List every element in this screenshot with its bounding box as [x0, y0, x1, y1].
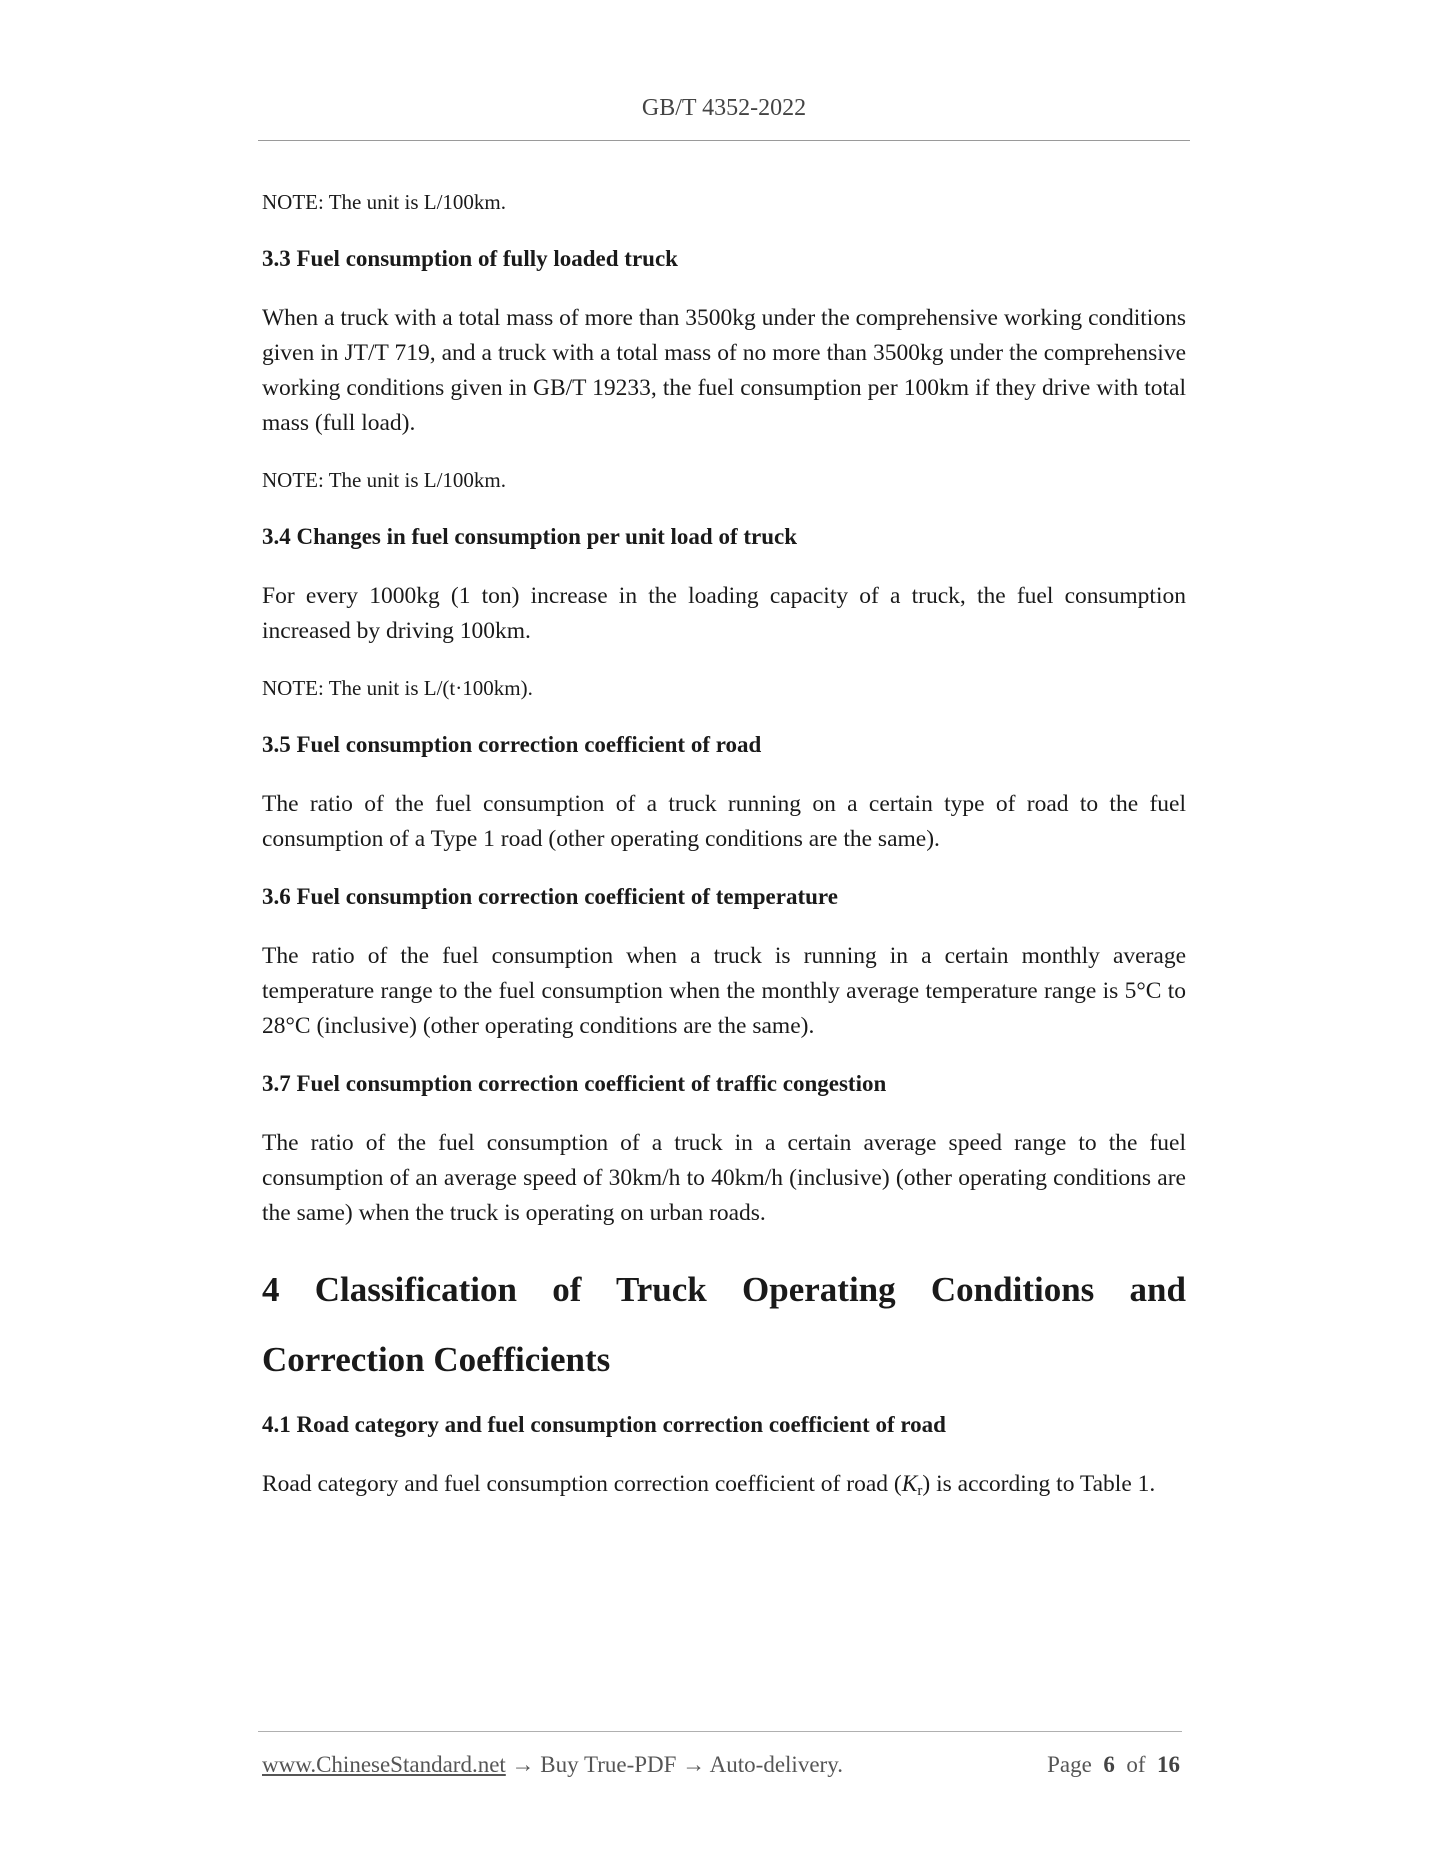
section-4-1-heading: 4.1 Road category and fuel consumption correction coefficient of road — [262, 1412, 946, 1437]
section-3-6-heading: 3.6 Fuel consumption correction coefficient of temperature — [262, 884, 838, 909]
note-unit-l-per-t-100km: NOTE: The unit is L/(t·100km). — [262, 676, 533, 700]
section-4-1-body-after: ) is according to Table 1. — [922, 1471, 1156, 1497]
page-total: 16 — [1157, 1752, 1180, 1777]
page-number — [1047, 1752, 1180, 1778]
buy-true-pdf-text: Buy True-PDF — [540, 1752, 677, 1777]
section-4-1-body — [262, 1467, 1186, 1509]
section-4-1-body-before: Road category and fuel consumption correction coefficient of road ( — [262, 1471, 902, 1497]
section-3-7-body: The ratio of the fuel consumption of a truck in a certain average speed range to the fuel consumption of an average speed of 30km/h to 40km/h (inclusive) (other operating conditions are the same) when the truck is operating on urban roads. — [262, 1130, 1186, 1226]
page-current: 6 — [1103, 1752, 1115, 1777]
footer-promo — [262, 1752, 843, 1778]
section-3-5-body: The ratio of the fuel consumption of a truck running on a certain type of road to the fuel consumption of a Type 1 road (other operating conditions are the same). — [262, 791, 1186, 852]
section-3-6-body: The ratio of the fuel consumption when a truck is running in a certain monthly average temperature range to the fuel consumption when the monthly average temperature range is 5°C to 28°C (inclusive) (other operating conditions are the same). — [262, 943, 1186, 1039]
section-3-5-heading: 3.5 Fuel consumption correction coefficient of road — [262, 732, 762, 757]
arrow-right-icon: → — [682, 1752, 706, 1777]
chinesestandard-link[interactable]: www.ChineseStandard.net — [262, 1752, 506, 1777]
auto-delivery-text: Auto-delivery. — [709, 1752, 843, 1777]
section-3-4-body: For every 1000kg (1 ton) increase in the loading capacity of a truck, the fuel consumption increased by driving 100km. — [262, 583, 1186, 644]
header-divider — [258, 140, 1190, 141]
note-unit-l-per-100km: NOTE: The unit is L/100km. — [262, 190, 507, 214]
section-4-heading — [262, 1255, 1186, 1395]
section-3-3-heading: 3.3 Fuel consumption of fully loaded truck — [262, 246, 678, 271]
document-header-title: GB/T 4352-2022 — [641, 95, 807, 121]
section-4-heading-line1: 4 Classification of Truck Operating Conditions and — [262, 1270, 1186, 1309]
kr-symbol: K — [901, 1471, 918, 1497]
arrow-right-icon: → — [511, 1752, 535, 1777]
note-unit-l-per-100km-2: NOTE: The unit is L/100km. — [262, 468, 507, 492]
section-3-4-heading: 3.4 Changes in fuel consumption per unit load of truck — [262, 524, 798, 549]
document-body — [262, 187, 1186, 1533]
section-4-heading-line2: Correction Coefficients — [262, 1340, 611, 1379]
section-3-7-heading: 3.7 Fuel consumption correction coefficient of traffic congestion — [262, 1071, 887, 1096]
footer-divider — [258, 1731, 1182, 1732]
of-label: of — [1126, 1752, 1146, 1777]
page-label: Page — [1047, 1752, 1092, 1777]
kr-subscript: r — [917, 1483, 923, 1499]
section-3-3-body: When a truck with a total mass of more than 3500kg under the comprehensive working conditions given in JT/T 719, and a truck with a total mass of no more than 3500kg under the comprehensive working conditions given in GB/T 19233, the fuel consumption per 100km if they drive with total mass (full load). — [262, 305, 1186, 436]
